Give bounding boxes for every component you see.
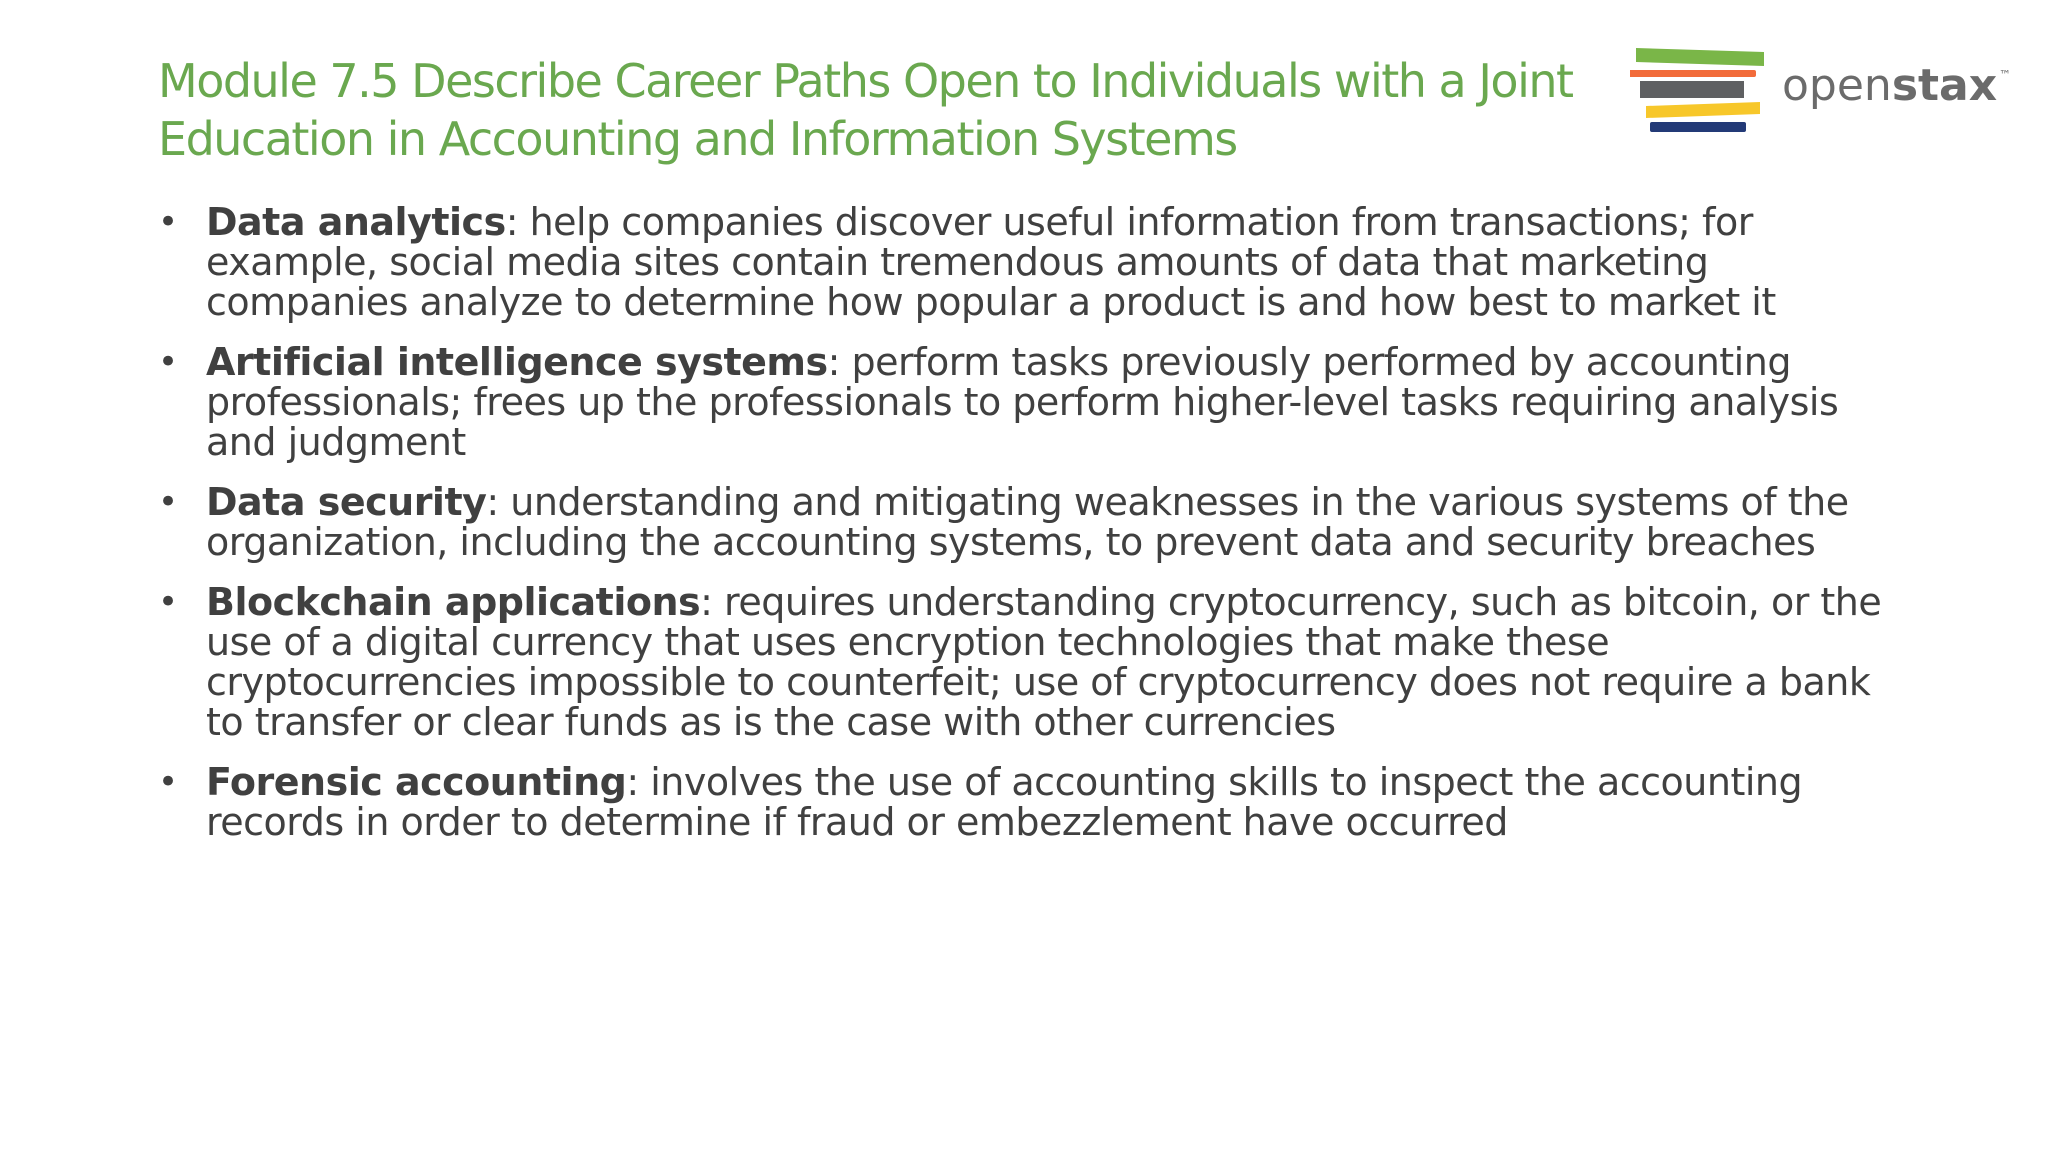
- bullet-text: : perform tasks previously performed by accounting professionals; frees up the professionals to perform higher-level tasks requiring analysis and judgment: [206, 340, 1839, 464]
- logo-stripe-navy: [1650, 122, 1746, 132]
- slide-title: Module 7.5 Describe Career Paths Open to Individuals with a Joint Education in Accounting and Information Systems: [158, 54, 1573, 166]
- bullet-term: Artificial intelligence systems: [206, 340, 828, 384]
- openstax-stripes-icon: [1630, 46, 1780, 138]
- bullet-item-blockchain: [158, 582, 1898, 742]
- logo-stripe-green: [1636, 48, 1764, 66]
- bullet-item-artificial-intelligence: [158, 342, 1898, 462]
- bullet-item-data-security: [158, 482, 1898, 562]
- bullet-term: Forensic accounting: [206, 760, 627, 804]
- logo-word-open: open: [1782, 60, 1892, 111]
- bullet-text: : help companies discover useful information from transactions; for example, social media sites contain tremendous amounts of data that marketing companies analyze to determine how popular a product is and how best to market it: [206, 200, 1776, 324]
- bullet-dot: •: [158, 342, 178, 382]
- logo-stripe-yellow: [1646, 102, 1760, 118]
- logo-trademark: ™: [1999, 68, 2012, 82]
- bullet-text: : involves the use of accounting skills to inspect the accounting records in order to determine if fraud or embezzlement have occurred: [206, 760, 1803, 844]
- bullet-item-data-analytics: [158, 202, 1898, 322]
- bullet-term: Data security: [206, 480, 487, 524]
- bullet-term: Blockchain applications: [206, 580, 701, 624]
- bullet-dot: •: [158, 482, 178, 522]
- openstax-logo: [1630, 46, 2020, 138]
- bullet-item-forensic-accounting: [158, 762, 1898, 842]
- bullet-text: : understanding and mitigating weaknesses in the various systems of the organization, including the accounting systems, to prevent data and security breaches: [206, 480, 1849, 564]
- openstax-wordmark: [1782, 60, 2011, 111]
- bullet-dot: •: [158, 762, 178, 802]
- logo-stripe-orange: [1630, 70, 1756, 77]
- logo-word-stax: stax: [1891, 60, 1998, 111]
- bullet-dot: •: [158, 582, 178, 622]
- bullet-text: : requires understanding cryptocurrency, such as bitcoin, or the use of a digital currency that uses encryption technologies that make these cryptocurrencies impossible to counterfeit; use of cryptocurrency does not require a bank to transfer or clear funds as is the case with other currencies: [206, 580, 1882, 744]
- bullet-list: [158, 202, 1898, 862]
- logo-stripe-gray: [1640, 81, 1744, 98]
- bullet-term: Data analytics: [206, 200, 506, 244]
- bullet-dot: •: [158, 202, 178, 242]
